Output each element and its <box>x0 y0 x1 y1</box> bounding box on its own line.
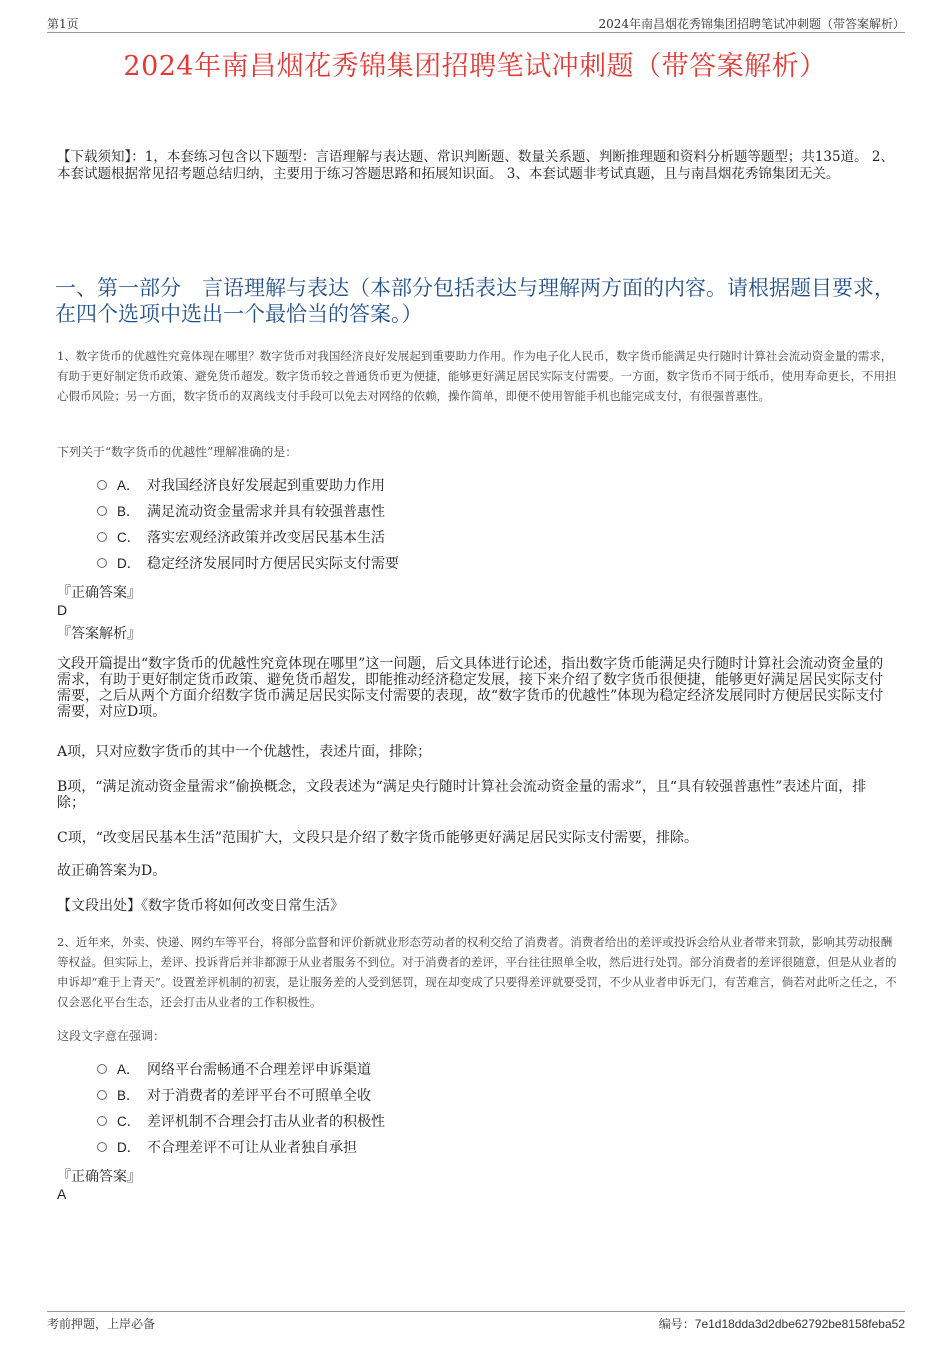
question-2-stem: 2、近年来，外卖、快递、网约车等平台，将部分监督和评价新就业形态劳动者的权利交给了消费者。消费者给出的差评或投诉会给从业者带来罚款，影响其劳动报酬等权益。但实际上，差评、投诉背后并非都源于从业者服务不到位。对于消费者的差评，平台往往照单全收，然后进行处罚。部分消费者的差评很随意，但是从业者的申诉却“难于上青天”。设置差评机制的初衷，是让服务差的人受到惩罚，现在却变成了只要得差评就要受罚，不少从业者申诉无门，有苦难言，倘若对此听之任之，不仅会恶化平台生态，还会打击从业者的工作积极性。 <box>57 935 897 1009</box>
radio-icon[interactable] <box>97 1142 107 1152</box>
option-letter: B． <box>117 504 140 519</box>
option-letter: B． <box>117 1088 140 1103</box>
page-number: 第1页 <box>47 17 79 31</box>
option-c[interactable] <box>97 1109 385 1135</box>
correct-answer: A <box>57 1186 67 1202</box>
radio-icon[interactable] <box>97 1090 107 1100</box>
option-text: 不合理差评不可让从业者独自承担 <box>147 1140 357 1156</box>
option-letter: A． <box>117 1062 140 1077</box>
question-2-options <box>97 1057 385 1161</box>
radio-icon[interactable] <box>97 506 107 516</box>
download-notice: 【下载须知】：1，本套练习包含以下题型：言语理解与表达题、常识判断题、数量关系题、判断推理题和资料分析题等题型；共135道。 2、本套试题根据常见招考题总结归纳，主要用于练习答题思路和拓展知识面。 3、本套试题非考试真题，且与南昌烟花秀锦集团无关。 <box>57 149 894 182</box>
analysis-paragraph: B项，“满足流动资金量需求”偷换概念，文段表述为“满足央行随时计算社会流动资金量的需求”，且“具有较强普惠性”表述片面，排除； <box>57 779 867 811</box>
option-text: 对于消费者的差评平台不可照单全收 <box>147 1088 371 1104</box>
option-letter: A． <box>117 478 140 493</box>
option-text: 网络平台需畅通不合理差评申诉渠道 <box>147 1062 371 1078</box>
footer-code-value: 7e1d18dda3d2dbe62792be8158feba52 <box>694 1317 905 1331</box>
option-a[interactable] <box>97 473 399 499</box>
option-b[interactable] <box>97 499 399 525</box>
option-letter: C． <box>117 530 141 545</box>
analysis-paragraph: C项，“改变居民基本生活”范围扩大，文段只是介绍了数字货币能够更好满足居民实际支付需要，排除。 <box>57 830 699 846</box>
option-text: 稳定经济发展同时方便居民实际支付需要 <box>147 556 399 572</box>
radio-icon[interactable] <box>97 532 107 542</box>
radio-icon[interactable] <box>97 1064 107 1074</box>
source-citation: 【文段出处】《数字货币将如何改变日常生活》 <box>57 898 344 914</box>
page-footer <box>47 1311 905 1332</box>
analysis-label: 『答案解析』 <box>57 626 141 642</box>
page-header <box>47 14 905 33</box>
option-text: 落实宏观经济政策并改变居民基本生活 <box>147 530 385 546</box>
correct-answer: D <box>57 602 68 618</box>
question-1-options <box>97 473 399 577</box>
question-2-prompt: 这段文字意在强调： <box>57 1029 166 1043</box>
radio-icon[interactable] <box>97 1116 107 1126</box>
analysis-paragraph: A项，只对应数字货币的其中一个优越性，表述片面，排除； <box>57 744 432 760</box>
section-heading: 一、第一部分 言语理解与表达（本部分包括表达与理解两方面的内容。请根据题目要求，在四个选项中选出一个最恰当的答案。） <box>55 276 895 326</box>
option-text: 满足流动资金量需求并具有较强普惠性 <box>147 504 385 520</box>
option-a[interactable] <box>97 1057 385 1083</box>
question-1-stem: 1、数字货币的优越性究竟体现在哪里？数字货币对我国经济良好发展起到重要助力作用。作为电子化人民币，数字货币能满足央行随时计算社会流动资金量的需求，有助于更好制定货币政策、避免货币超发。数字货币较之普通货币更为便捷，能够更好满足居民实际支付需要。一方面，数字货币不同于纸币，使用寿命更长，不用担心假币风险；另一方面，数字货币的双离线支付手段可以免去对网络的依赖，操作简单，即便不使用智能手机也能完成支付，有很强普惠性。 <box>57 349 897 403</box>
analysis-paragraph: 文段开篇提出“数字货币的优越性究竟体现在哪里”这一问题，后文具体进行论述，指出数字货币能满足央行随时计算社会流动资金量的需求，有助于更好制定货币政策、避免货币超发，即能推动经济稳定发展，接下来介绍了数字货币很便捷，能够更好满足居民实际支付需要，之后从两个方面介绍数字货币满足居民实际支付需要的表现，故“数字货币的优越性”体现为稳定经济发展同时方便居民实际支付需要，对应D项。 <box>57 656 884 720</box>
correct-answer-label: 『正确答案』 <box>57 1169 141 1185</box>
option-letter: D． <box>117 556 141 571</box>
option-b[interactable] <box>97 1083 385 1109</box>
option-d[interactable] <box>97 1135 385 1161</box>
document-title: 2024年南昌烟花秀锦集团招聘笔试冲刺题（带答案解析） <box>123 51 827 82</box>
option-d[interactable] <box>97 551 399 577</box>
question-1-prompt: 下列关于“数字货币的优越性”理解准确的是： <box>57 445 298 459</box>
footer-slogan: 考前押题，上岸必备 <box>47 1317 156 1331</box>
option-letter: D． <box>117 1140 141 1155</box>
option-letter: C． <box>117 1114 141 1129</box>
analysis-paragraph: 故正确答案为D。 <box>57 863 167 879</box>
footer-code-label: 编号： <box>658 1317 695 1331</box>
radio-icon[interactable] <box>97 558 107 568</box>
footer-code <box>659 1315 905 1332</box>
option-c[interactable] <box>97 525 399 551</box>
radio-icon[interactable] <box>97 480 107 490</box>
header-doc-title: 2024年南昌烟花秀锦集团招聘笔试冲刺题（带答案解析） <box>598 17 905 31</box>
correct-answer-label: 『正确答案』 <box>57 585 141 601</box>
option-text: 对我国经济良好发展起到重要助力作用 <box>147 478 385 494</box>
option-text: 差评机制不合理会打击从业者的积极性 <box>147 1114 385 1130</box>
